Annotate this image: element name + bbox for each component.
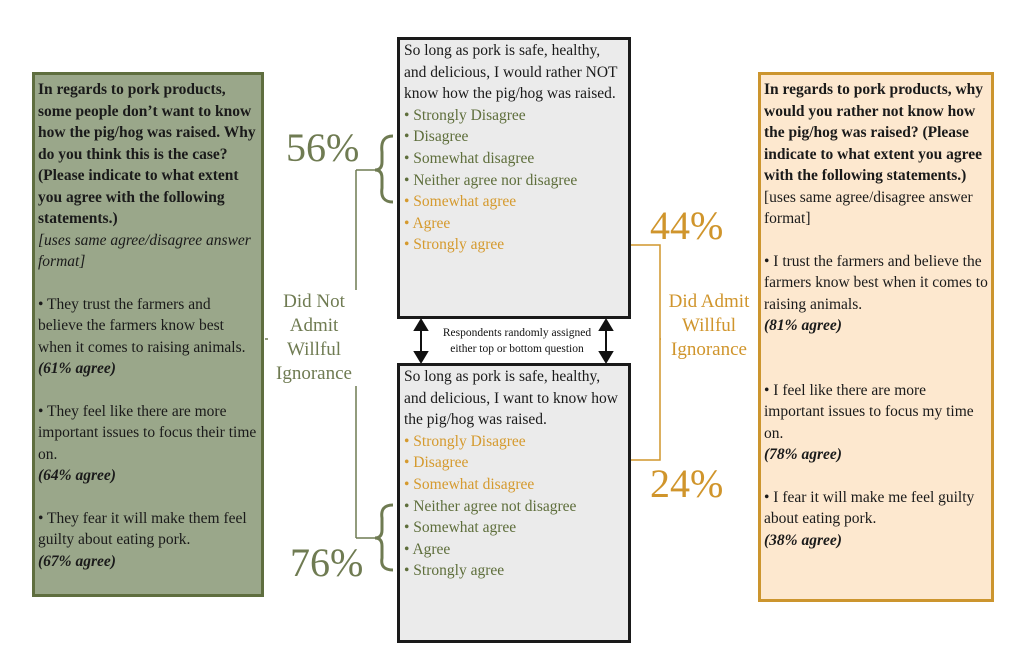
- top-question-box: [397, 37, 631, 319]
- bottom-green-brace: [375, 505, 393, 570]
- left-panel-question: In regards to pork products, some people don’t want to know how the pig/hog was raised. Why do you think this is the case? (Please indicate to what extent you agree with the following statements.): [38, 81, 256, 227]
- top-green-brace: [375, 136, 393, 202]
- bottom-green-percentage: 76%: [290, 540, 364, 585]
- top-option-somewhat-agree: • Somewhat agree: [404, 193, 517, 211]
- top-option-strongly-agree: • Strongly agree: [404, 236, 505, 254]
- right-reason-1-pct: (81% agree): [764, 317, 842, 334]
- did-not-admit-line-3: Willful: [286, 339, 342, 360]
- did-not-admit-line-1: Did Not: [283, 291, 345, 312]
- assign-note-line-1: Respondents randomly assigned: [442, 327, 592, 339]
- left-reason-1-text: • They trust the farmers and believe the farmers know best when it comes to raising animals.: [38, 295, 246, 356]
- top-orange-percentage: 44%: [650, 203, 724, 248]
- bottom-question-box: [397, 363, 631, 643]
- did-admit-label: [661, 290, 757, 362]
- bottom-option-agree: • Agree: [404, 540, 451, 558]
- did-not-admit-label: [268, 290, 360, 386]
- bottom-orange-percentage: 24%: [650, 461, 724, 506]
- left-reason-3-text: • They fear it will make them feel guilty about eating pork.: [38, 509, 247, 548]
- left-reason-1-pct: (61% agree): [38, 360, 116, 377]
- top-option-disagree: • Disagree: [404, 128, 469, 146]
- right-reason-3-pct: (38% agree): [764, 531, 842, 549]
- bottom-question-statement: So long as pork is safe, healthy, and delicious, I want to know how the pig/hog was raised.: [404, 368, 618, 429]
- did-admit-line-1: Did Admit: [668, 291, 750, 312]
- top-green-percentage: 56%: [286, 125, 360, 170]
- top-option-strongly-disagree: • Strongly Disagree: [404, 106, 526, 124]
- did-not-admit-line-4: Ignorance: [276, 363, 352, 384]
- bottom-option-disagree: • Disagree: [404, 454, 469, 472]
- right-panel-question: In regards to pork products, why would you rather not know how the pig/hog was raised? (Please indicate to what extent you agree with the following statements.): [764, 81, 984, 184]
- bottom-option-strongly-agree: • Strongly agree: [404, 562, 505, 580]
- did-not-admit-line-2: Admit: [289, 315, 339, 336]
- bottom-option-neither: • Neither agree not disagree: [404, 497, 577, 515]
- top-option-neither: • Neither agree nor disagree: [404, 171, 578, 189]
- bottom-option-somewhat-agree: • Somewhat agree: [404, 519, 517, 537]
- random-assignment-note: [432, 325, 602, 357]
- left-reason-3-pct: (67% agree): [38, 552, 116, 570]
- did-admit-line-2: Willful: [681, 315, 737, 336]
- right-reason-1-text: • I trust the farmers and believe the farmers know best when it comes to raising animals.: [764, 252, 988, 313]
- top-option-agree: • Agree: [404, 214, 451, 232]
- assign-note-line-2: either top or bottom question: [450, 343, 584, 355]
- top-question-statement: So long as pork is safe, healthy, and delicious, I would rather NOT know how the pig/hog was raised.: [404, 42, 618, 103]
- did-admit-line-3: Ignorance: [671, 339, 747, 360]
- top-option-somewhat-disagree: • Somewhat disagree: [404, 149, 535, 167]
- right-panel-note: [uses same agree/disagree answer format]: [764, 188, 973, 227]
- right-reason-2-pct: (78% agree): [764, 446, 842, 463]
- left-panel-note: [uses same agree/disagree answer format]: [38, 231, 251, 270]
- right-reason-3-text: • I fear it will make me feel guilty about eating pork.: [764, 488, 975, 527]
- left-reason-2-pct: (64% agree): [38, 467, 116, 484]
- right-reason-2-text: • I feel like there are more important issues to focus my time on.: [764, 381, 974, 442]
- bottom-option-strongly-disagree: • Strongly Disagree: [404, 432, 526, 450]
- left-reason-2-text: • They feel like there are more important issues to focus their time on.: [38, 402, 257, 463]
- bottom-option-somewhat-disagree: • Somewhat disagree: [404, 475, 535, 493]
